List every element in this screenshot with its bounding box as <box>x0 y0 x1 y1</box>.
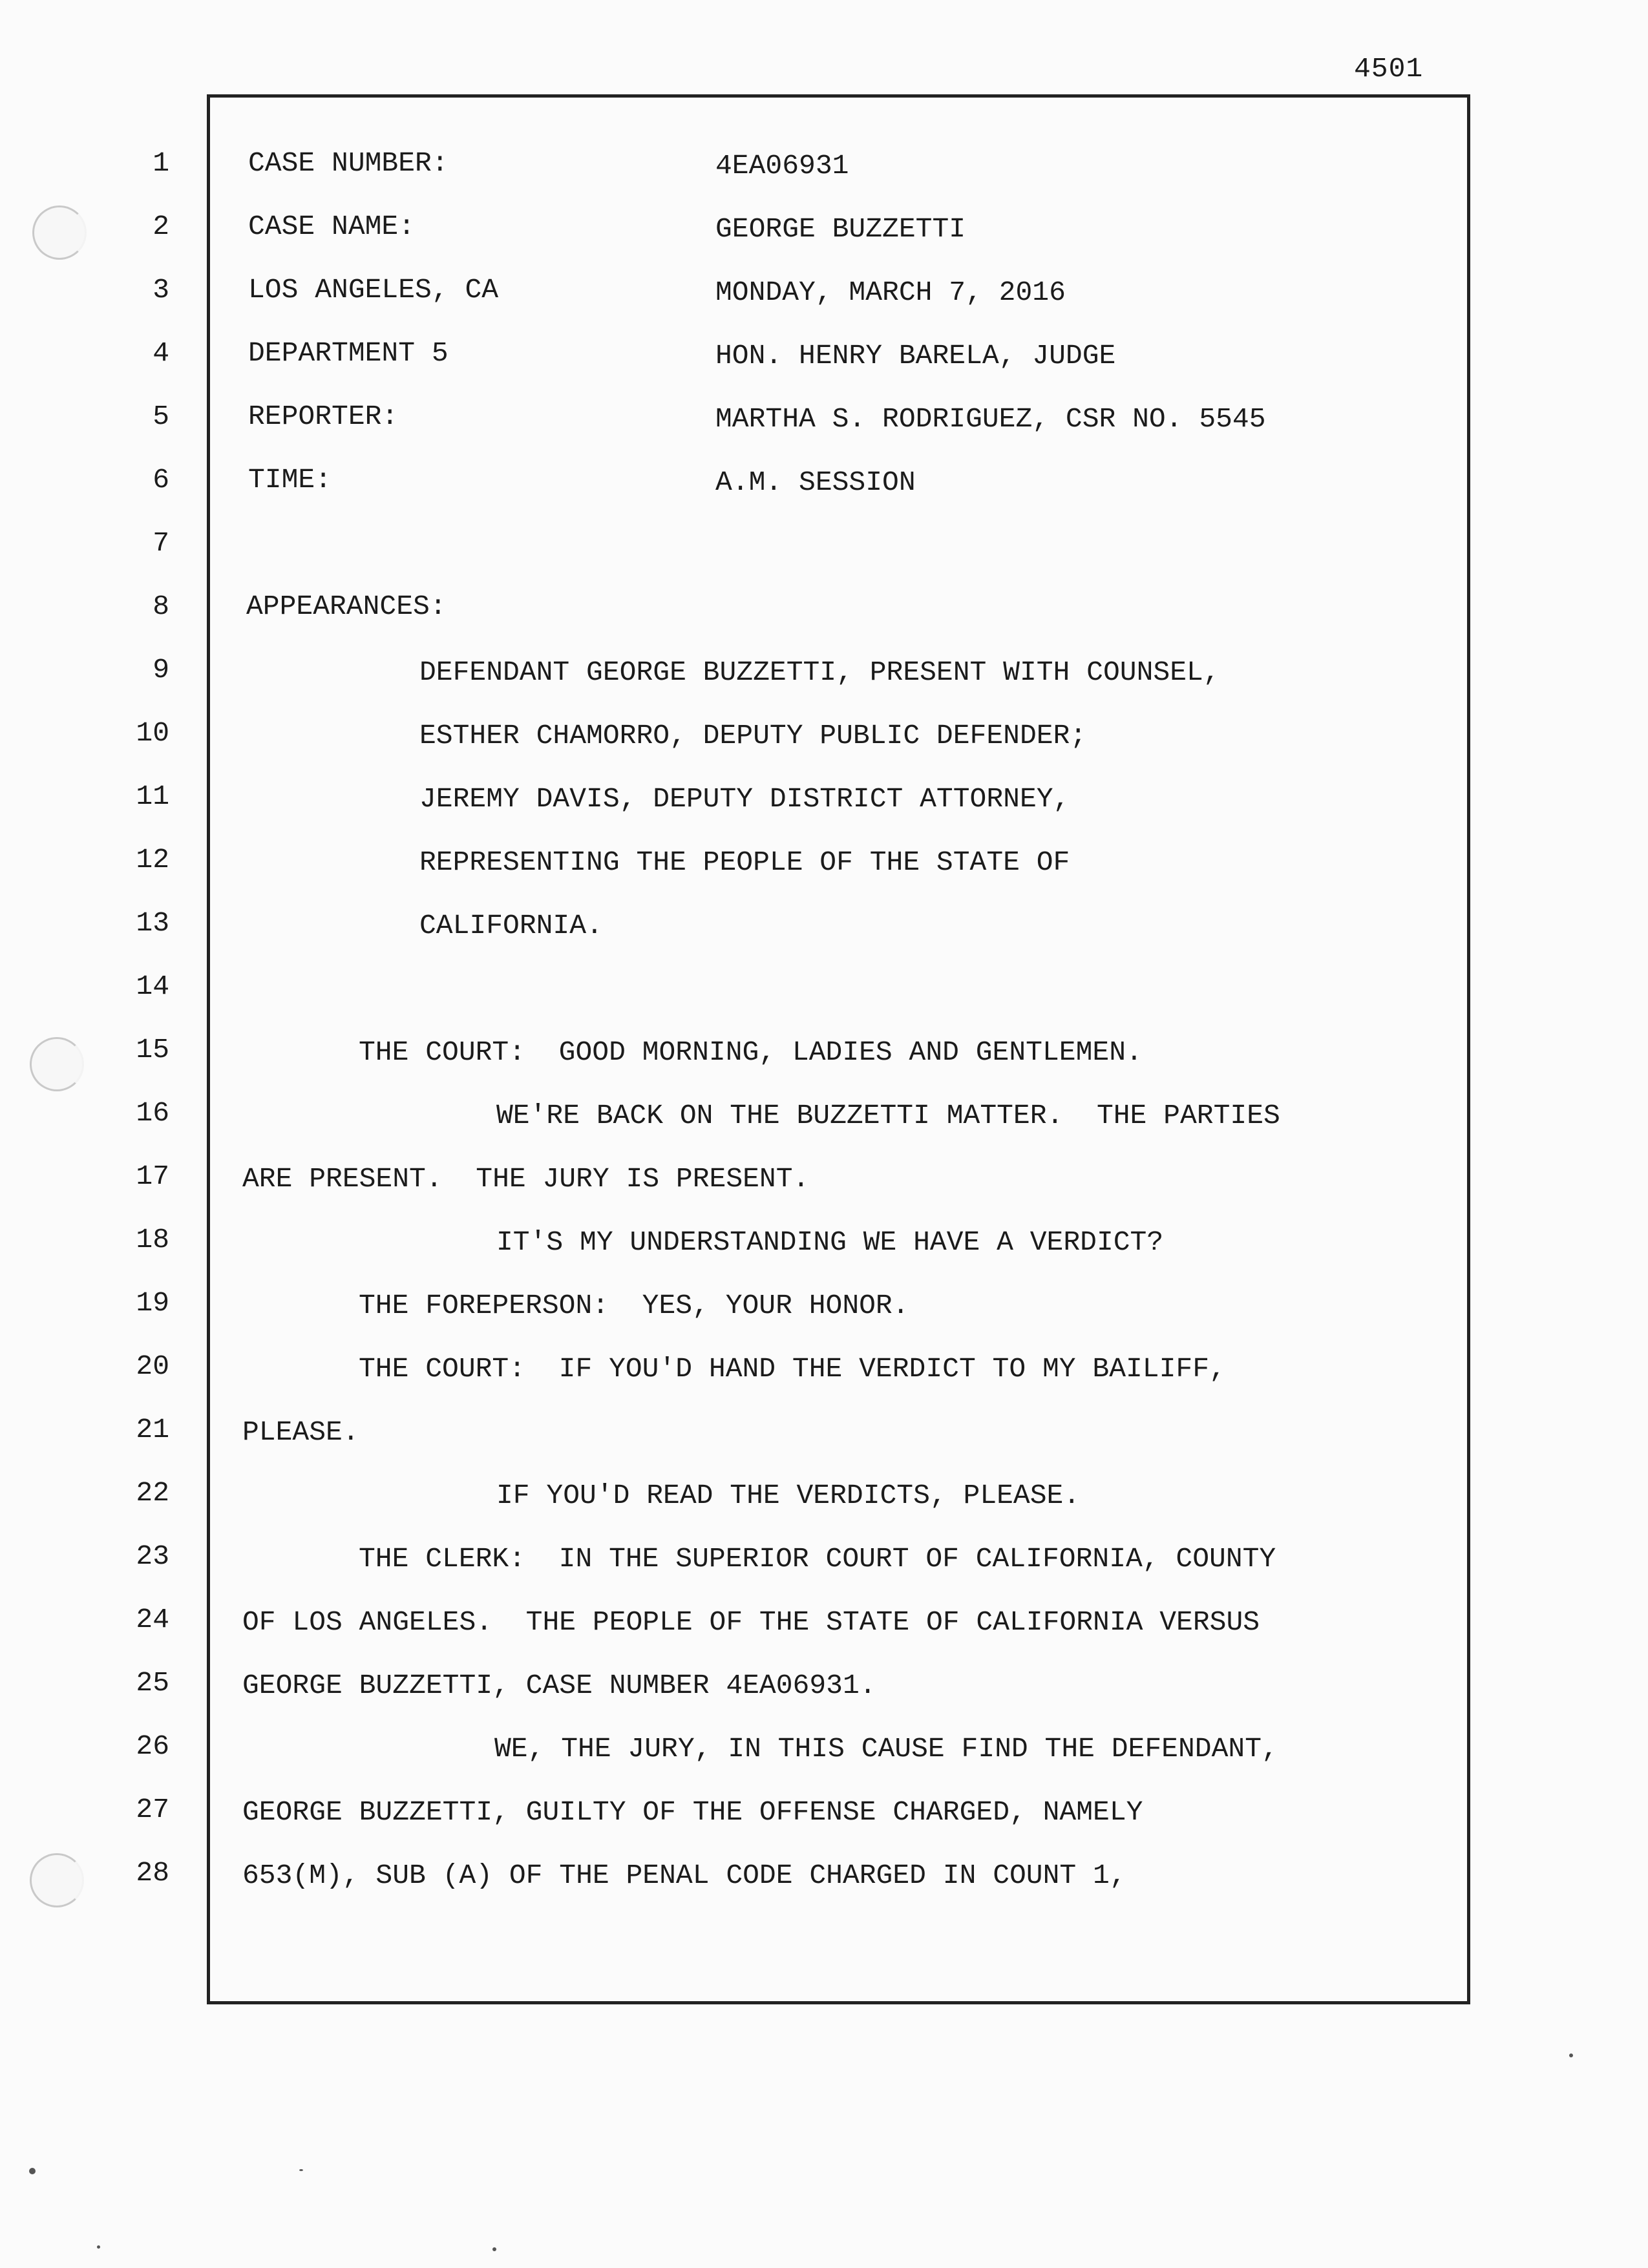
transcript-line: ARE PRESENT. THE JURY IS PRESENT. <box>242 1163 810 1195</box>
transcript-line: GEORGE BUZZETTI, GUILTY OF THE OFFENSE CHARGED, NAMELY <box>242 1796 1143 1828</box>
transcript-line: THE CLERK: IN THE SUPERIOR COURT OF CALIFORNIA, COUNTY <box>359 1543 1276 1575</box>
line-number: 20 <box>136 1350 169 1382</box>
line-number: 3 <box>153 274 169 306</box>
line-number: 1 <box>153 147 169 179</box>
line-number: 25 <box>136 1667 169 1699</box>
header-label: TIME: <box>248 464 332 496</box>
line-number: 8 <box>153 591 169 622</box>
line-number: 4 <box>153 337 169 369</box>
page-number: 4501 <box>1354 53 1424 85</box>
transcript-line: PLEASE. <box>242 1416 359 1448</box>
binder-hole-top <box>32 205 87 260</box>
line-number: 19 <box>136 1287 169 1319</box>
transcript-line: THE COURT: GOOD MORNING, LADIES AND GENTLEMEN. <box>359 1036 1143 1068</box>
line-number: 6 <box>153 464 169 496</box>
paper-speck <box>29 2168 36 2174</box>
binder-hole-middle <box>30 1037 84 1091</box>
line-number: 18 <box>136 1224 169 1255</box>
line-number: 10 <box>136 717 169 749</box>
line-number: 5 <box>153 401 169 432</box>
line-number: 7 <box>153 527 169 559</box>
line-number: 16 <box>136 1097 169 1129</box>
line-number: 11 <box>136 781 169 812</box>
binder-hole-bottom <box>30 1853 84 1907</box>
header-value: 4EA06931 <box>715 150 849 182</box>
transcript-line: THE FOREPERSON: YES, YOUR HONOR. <box>359 1290 909 1321</box>
transcript-line: IF YOU'D READ THE VERDICTS, PLEASE. <box>496 1480 1081 1511</box>
appearance-line: REPRESENTING THE PEOPLE OF THE STATE OF <box>419 846 1070 878</box>
header-label: DEPARTMENT 5 <box>248 337 449 369</box>
header-label: CASE NUMBER: <box>248 147 449 179</box>
transcript-line: WE, THE JURY, IN THIS CAUSE FIND THE DEFENDANT, <box>494 1733 1278 1765</box>
line-number: 21 <box>136 1414 169 1445</box>
header-label: CASE NAME: <box>248 211 416 242</box>
transcript-line: IT'S MY UNDERSTANDING WE HAVE A VERDICT? <box>496 1226 1164 1258</box>
line-number: 12 <box>136 844 169 876</box>
line-number: 26 <box>136 1730 169 1762</box>
header-value: MARTHA S. RODRIGUEZ, CSR NO. 5545 <box>715 403 1266 435</box>
paper-speck <box>299 2169 303 2171</box>
appearance-line: ESTHER CHAMORRO, DEPUTY PUBLIC DEFENDER; <box>419 720 1087 751</box>
line-number: 22 <box>136 1477 169 1509</box>
header-value: A.M. SESSION <box>715 467 916 498</box>
paper-speck <box>97 2245 100 2249</box>
line-number: 2 <box>153 211 169 242</box>
transcript-line: OF LOS ANGELES. THE PEOPLE OF THE STATE OF CALIFORNIA VERSUS <box>242 1606 1260 1638</box>
transcript-line: WE'RE BACK ON THE BUZZETTI MATTER. THE PARTIES <box>496 1100 1280 1131</box>
transcript-line: GEORGE BUZZETTI, CASE NUMBER 4EA06931. <box>242 1670 876 1701</box>
line-number: 14 <box>136 971 169 1002</box>
transcript-line: 653(M), SUB (A) OF THE PENAL CODE CHARGED IN COUNT 1, <box>242 1860 1126 1891</box>
line-number: 9 <box>153 654 169 686</box>
paper-speck <box>492 2247 496 2251</box>
header-value: MONDAY, MARCH 7, 2016 <box>715 277 1066 308</box>
header-value: HON. HENRY BARELA, JUDGE <box>715 340 1116 372</box>
line-number: 28 <box>136 1857 169 1889</box>
line-number: 27 <box>136 1794 169 1825</box>
header-label: REPORTER: <box>248 401 399 432</box>
appearance-line: DEFENDANT GEORGE BUZZETTI, PRESENT WITH COUNSEL, <box>419 656 1220 688</box>
transcript-line: THE COURT: IF YOU'D HAND THE VERDICT TO MY BAILIFF, <box>359 1353 1226 1385</box>
header-label: LOS ANGELES, CA <box>248 274 499 306</box>
line-number: 17 <box>136 1160 169 1192</box>
header-value: GEORGE BUZZETTI <box>715 213 966 245</box>
line-number: 13 <box>136 907 169 939</box>
line-number: 23 <box>136 1540 169 1572</box>
paper-speck <box>1569 2053 1573 2057</box>
appearances-heading: APPEARANCES: <box>246 591 447 622</box>
line-number: 15 <box>136 1034 169 1066</box>
appearance-line: JEREMY DAVIS, DEPUTY DISTRICT ATTORNEY, <box>419 783 1070 815</box>
appearance-line: CALIFORNIA. <box>419 910 603 941</box>
line-number: 24 <box>136 1604 169 1635</box>
